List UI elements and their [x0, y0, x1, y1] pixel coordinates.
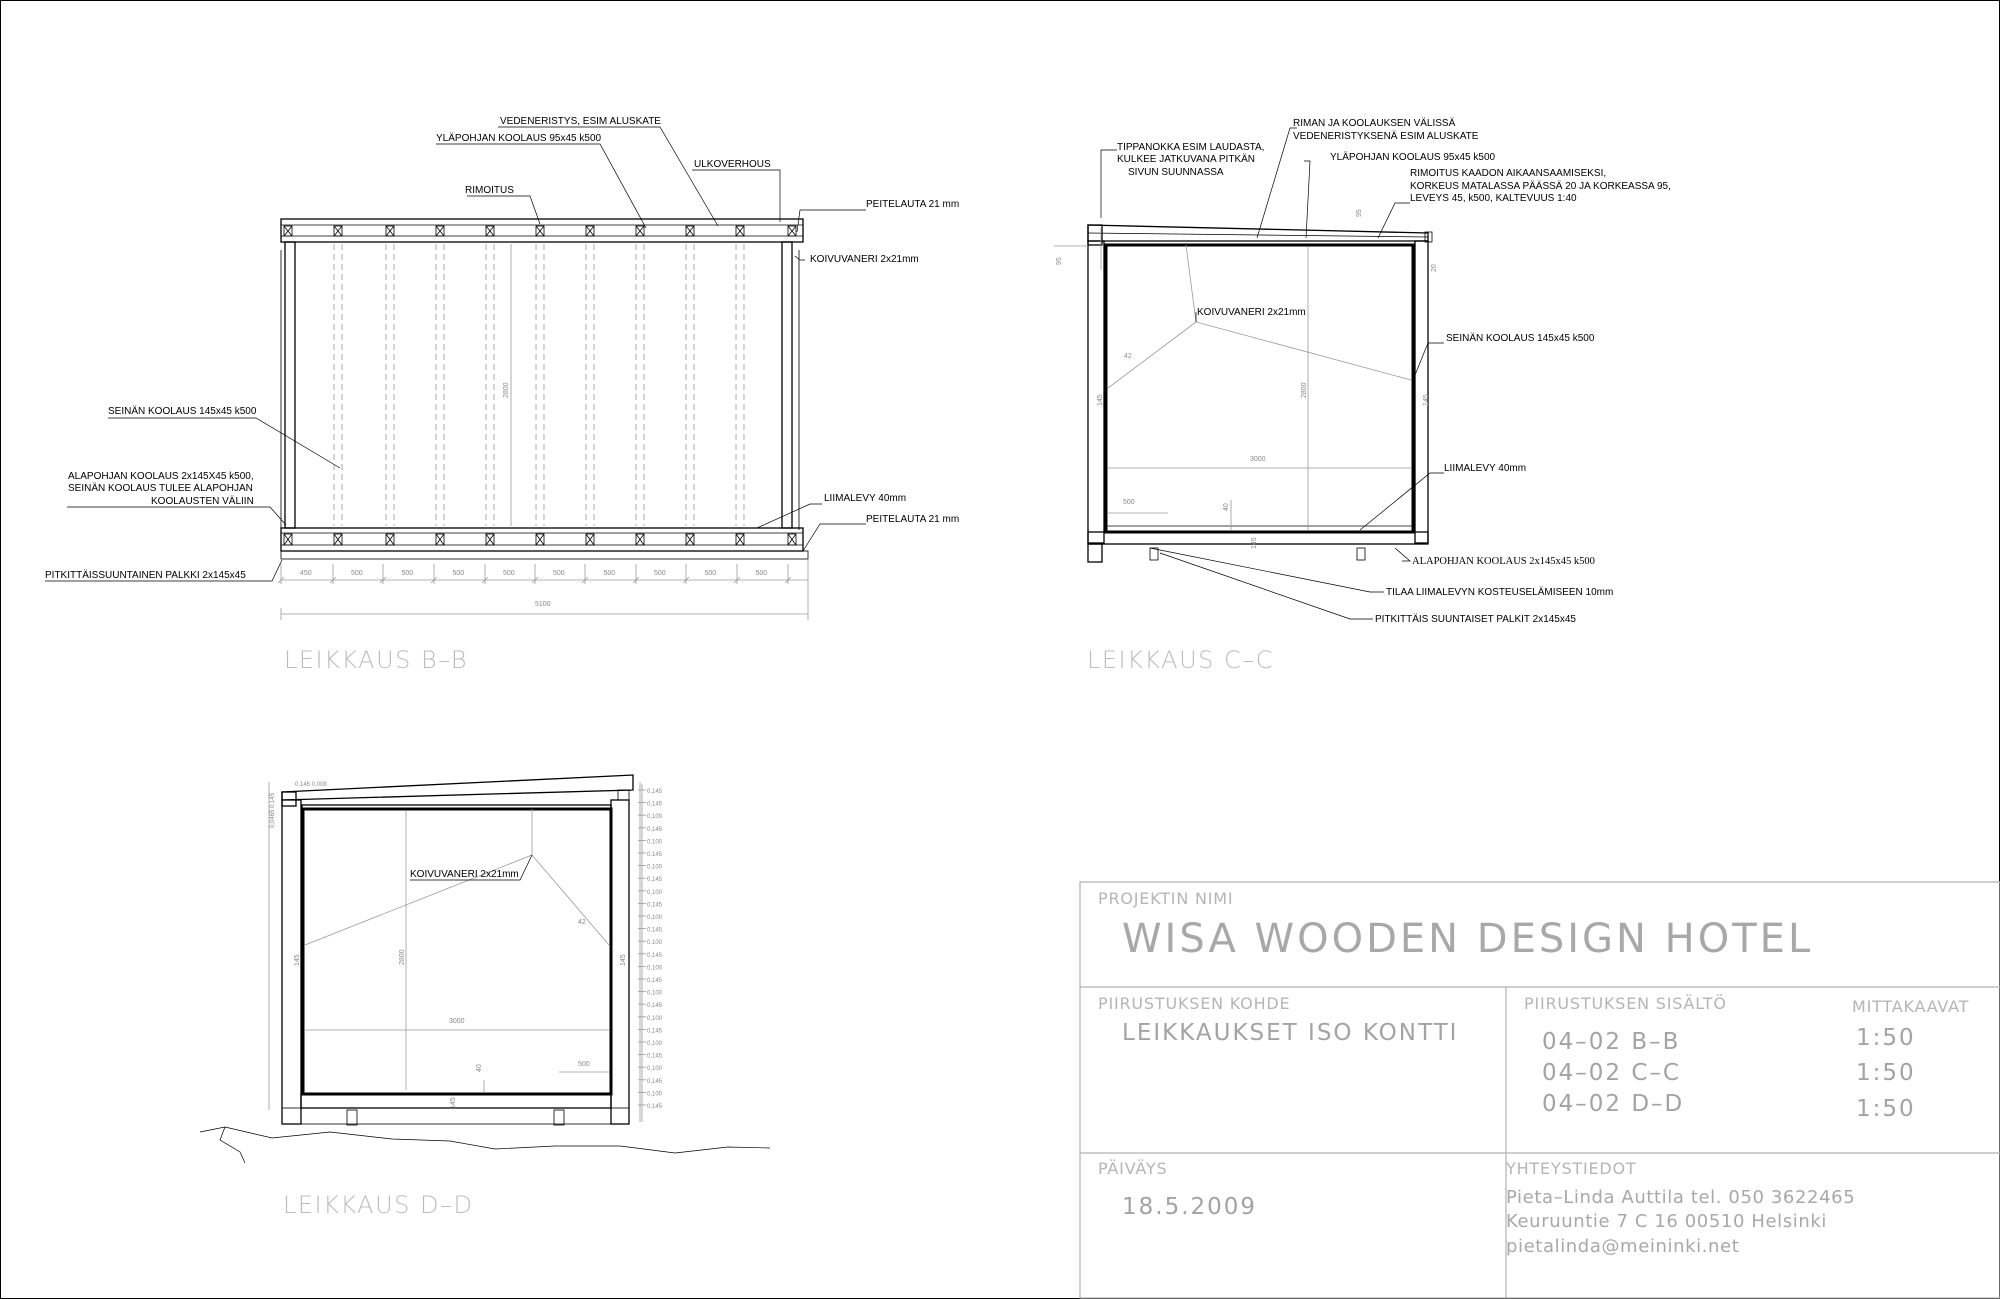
section-label-dd: LEIKKAUS D–D: [283, 1191, 474, 1219]
dd-ruler-value: 0,100: [647, 965, 663, 972]
bb-segment-dim: 500: [704, 570, 717, 577]
dd-ruler-value: 0,100: [647, 1066, 663, 1073]
bb-segment-dim: 500: [603, 570, 616, 577]
cc-wall-right: [1415, 241, 1428, 543]
bb-note-alapohja-1: ALAPOHJAN KOOLAUS 2x145X45 k500,: [68, 471, 254, 482]
dd-ruler-value: 0,145: [647, 877, 663, 884]
wall-right: [782, 242, 792, 528]
floor-joists: [284, 534, 796, 545]
roof-band: [281, 219, 803, 242]
cc-dim-145-right: 145: [1423, 394, 1430, 406]
content-item-cc: 04–02 C–C: [1542, 1060, 1681, 1086]
contact-caption: YHTEYSTIEDOT: [1506, 1159, 1637, 1178]
bb-segment-dim: 500: [553, 570, 565, 577]
cc-dim-40: 40: [1223, 503, 1230, 511]
cc-note-ylapohja: YLÄPOHJAN KOOLAUS 95x45 k500: [1330, 152, 1496, 163]
subject-caption: PIIRUSTUKSEN KOHDE: [1098, 994, 1291, 1013]
section-label-bb: LEIKKAUS B–B: [284, 646, 469, 674]
cc-dim-500: 500: [1123, 499, 1135, 506]
cc-dim-95-left: 95: [1056, 257, 1063, 265]
content-item-dd: 04–02 D–D: [1542, 1091, 1685, 1117]
wall-studs: [334, 244, 744, 526]
dd-ruler-value: 0,145: [647, 952, 663, 959]
contact-address: Keuruuntie 7 C 16 00510 Helsinki: [1506, 1211, 1827, 1232]
terrain-line: [200, 1127, 770, 1153]
bb-segment-dim: 500: [503, 570, 515, 577]
cc-note-tippanokka-3: SIVUN SUUNNASSA: [1128, 167, 1224, 178]
cc-dim-20-right: 20: [1431, 264, 1438, 272]
cc-note-tilaa: TILAA LIIMALEVYN KOSTEUSELÄMISEEN 10mm: [1386, 587, 1614, 598]
project-name: WISA WOODEN DESIGN HOTEL: [1122, 916, 1814, 962]
cc-roof: [1088, 225, 1428, 241]
dd-roof: [282, 775, 633, 800]
dd-ruler-value: 0,145: [647, 978, 663, 984]
dd-ruler-value: 0,145: [647, 1104, 663, 1110]
cc-dim-145-bottom: 145: [1251, 537, 1258, 549]
bb-dimension-ticks: [278, 560, 808, 620]
scale-caption: MITTAKAAVAT: [1852, 997, 1970, 1016]
cc-note-riman-1: RIMAN JA KOOLAUKSEN VÄLISSÄ: [1293, 118, 1456, 129]
floor-beam: [281, 551, 808, 559]
dd-ruler-value: 0,100: [647, 1091, 663, 1098]
dd-dim-145-bottom: 145: [450, 1097, 457, 1109]
section-label-cc: LEIKKAUS C–C: [1087, 646, 1275, 674]
bb-total-dim: 5100: [535, 601, 551, 608]
content-caption: PIIRUSTUKSEN SISÄLTÖ: [1524, 994, 1727, 1013]
dd-right-ruler: [638, 784, 663, 1122]
date-value: 18.5.2009: [1122, 1194, 1258, 1220]
dd-ruler-value: 0,100: [647, 915, 663, 921]
cc-note-palkit: PITKITTÄIS SUUNTAISET PALKIT 2x145x45: [1375, 614, 1576, 625]
cc-dim-height: 2800: [1301, 382, 1308, 398]
cc-dim-95-top: 95: [1356, 209, 1363, 217]
roof-joists: [284, 226, 796, 236]
dd-ruler-value: 0,100: [647, 889, 663, 896]
cc-note-tippanokka-1: TIPPANOKKA ESIM LAUDASTA,: [1117, 142, 1265, 153]
dd-ruler-value: 0,100: [647, 1015, 663, 1022]
dd-ruler-value: 0,145: [647, 902, 663, 909]
bb-note-alapohja-2: SEINÄN KOOLAUS TULEE ALAPOHJAN: [68, 483, 253, 494]
dd-ruler-value: 0,145: [647, 1028, 663, 1035]
cc-note-tippanokka-2: KULKEE JATKUVANA PITKÄN: [1117, 154, 1256, 165]
bb-note-peitelauta-top: PEITELAUTA 21 mm: [866, 199, 960, 210]
dd-dim-left-small: 0,0465 0,145: [270, 792, 276, 828]
cc-note-rimoitus-2: KORKEUS MATALASSA PÄÄSSÄ 20 JA KORKEASSA 95,: [1410, 181, 1671, 192]
dd-ruler-value: 0,100: [647, 864, 663, 871]
dd-dim-145-right: 145: [620, 954, 627, 966]
cc-note-rimoitus-1: RIMOITUS KAADON AIKAANSAAMISEKSI,: [1410, 168, 1607, 179]
content-item-bb: 04–02 B–B: [1542, 1029, 1681, 1055]
cc-note-seinan-koolaus: SEINÄN KOOLAUS 145x45 k500: [1446, 333, 1595, 344]
section-dd-drawing: [200, 775, 770, 1219]
dd-note-koivuvaneri: KOIVUVANERI 2x21mm: [410, 869, 519, 880]
contact-email: pietalinda@meininki.net: [1506, 1236, 1740, 1257]
cc-note-koivuvaneri: KOIVUVANERI 2x21mm: [1197, 307, 1306, 318]
bb-note-liimalevy: LIIMALEVY 40mm: [824, 493, 907, 504]
cc-note-riman-2: VEDENERISTYKSENÄ ESIM ALUSKATE: [1293, 131, 1479, 142]
cc-note-alapohja: ALAPOHJAN KOOLAUS 2x145x45 k500: [1412, 556, 1595, 567]
dd-interior: [303, 809, 611, 1094]
dd-ruler-value: 0,145: [647, 927, 663, 934]
bb-note-seinan-koolaus: SEINÄN KOOLAUS 145x45 k500: [108, 406, 257, 417]
cc-note-rimoitus-3: LEVEYS 45, k500, KALTEVUUS 1:40: [1410, 193, 1577, 204]
dd-ruler-value: 0,100: [647, 1041, 663, 1047]
dd-ruler-value: 0,100: [647, 814, 663, 821]
scale-dd: 1:50: [1856, 1096, 1916, 1122]
dd-dim-width: 3000: [449, 1018, 465, 1025]
contact-name: Pieta–Linda Auttila tel. 050 3622465: [1506, 1187, 1856, 1208]
dd-ruler-value: 0,145: [647, 1078, 663, 1085]
bb-segment-dim: 450: [300, 570, 312, 577]
dd-dim-top-small: 0,145 0,008: [295, 782, 327, 788]
dd-ruler-value: 0,145: [647, 1053, 663, 1060]
dd-dim-500: 500: [578, 1061, 590, 1068]
project-caption: PROJEKTIN NIMI: [1098, 889, 1234, 908]
dd-ruler-value: 0,145: [647, 852, 663, 858]
cc-floor: [1088, 532, 1428, 544]
dd-ruler-value: 0,145: [647, 801, 663, 808]
bb-height-dim: 2800: [503, 382, 510, 398]
scale-bb: 1:50: [1856, 1025, 1916, 1051]
bb-note-vedeneristys: VEDENERISTYS, ESIM ALUSKATE: [500, 116, 661, 127]
section-bb-drawing: [45, 116, 959, 674]
cc-dim-width: 3000: [1250, 456, 1266, 463]
dd-dim-40: 40: [476, 1064, 483, 1072]
dd-dim-height: 2800: [399, 949, 406, 965]
wall-left: [285, 242, 295, 528]
subject: LEIKKAUKSET ISO KONTTI: [1122, 1020, 1459, 1046]
date-caption: PÄIVÄYS: [1098, 1159, 1168, 1178]
dd-ruler-value: 0,100: [647, 990, 663, 997]
cc-wall-left: [1088, 241, 1104, 543]
bb-note-rimoitus: RIMOITUS: [465, 185, 514, 196]
scale-cc: 1:50: [1856, 1060, 1916, 1086]
cc-dim-145-left: 145: [1097, 394, 1104, 406]
bb-note-peitelauta-bottom: PEITELAUTA 21 mm: [866, 514, 960, 525]
dd-ruler-value: 0,100: [647, 940, 663, 947]
bb-note-alapohja-3: KOOLAUSTEN VÄLIIN: [151, 496, 254, 507]
bb-note-ulkoverhous: ULKOVERHOUS: [694, 159, 771, 170]
cc-dim-42: 42: [1124, 353, 1132, 360]
dd-ruler-value: 0,145: [647, 826, 663, 833]
title-block: [1080, 882, 2000, 1298]
bb-note-palkki: PITKITTÄISSUUNTAINEN PALKKI 2x145x45: [45, 570, 246, 581]
bb-segment-dim: 500: [351, 570, 363, 577]
bb-segment-dim: 500: [755, 570, 768, 577]
bb-note-koivuvaneri: KOIVUVANERI 2x21mm: [810, 254, 919, 265]
floor-band: [281, 528, 803, 551]
bb-segment-dim: 500: [654, 570, 666, 577]
cc-interior: [1106, 245, 1413, 532]
bb-segment-dim: 500: [452, 570, 465, 577]
dd-dim-145-left: 145: [294, 954, 301, 966]
bb-note-ylapohja: YLÄPOHJAN KOOLAUS 95x45 k500: [436, 133, 602, 144]
dd-dim-42: 42: [578, 919, 586, 926]
section-cc-drawing: [1054, 117, 1671, 674]
cc-note-liimalevy: LIIMALEVY 40mm: [1444, 463, 1527, 474]
bb-segment-dim: 500: [401, 570, 414, 577]
dd-ruler-value: 0,145: [647, 789, 663, 795]
dd-ruler-value: 0,145: [647, 1003, 663, 1010]
dd-ruler-value: 0,100: [647, 839, 663, 846]
